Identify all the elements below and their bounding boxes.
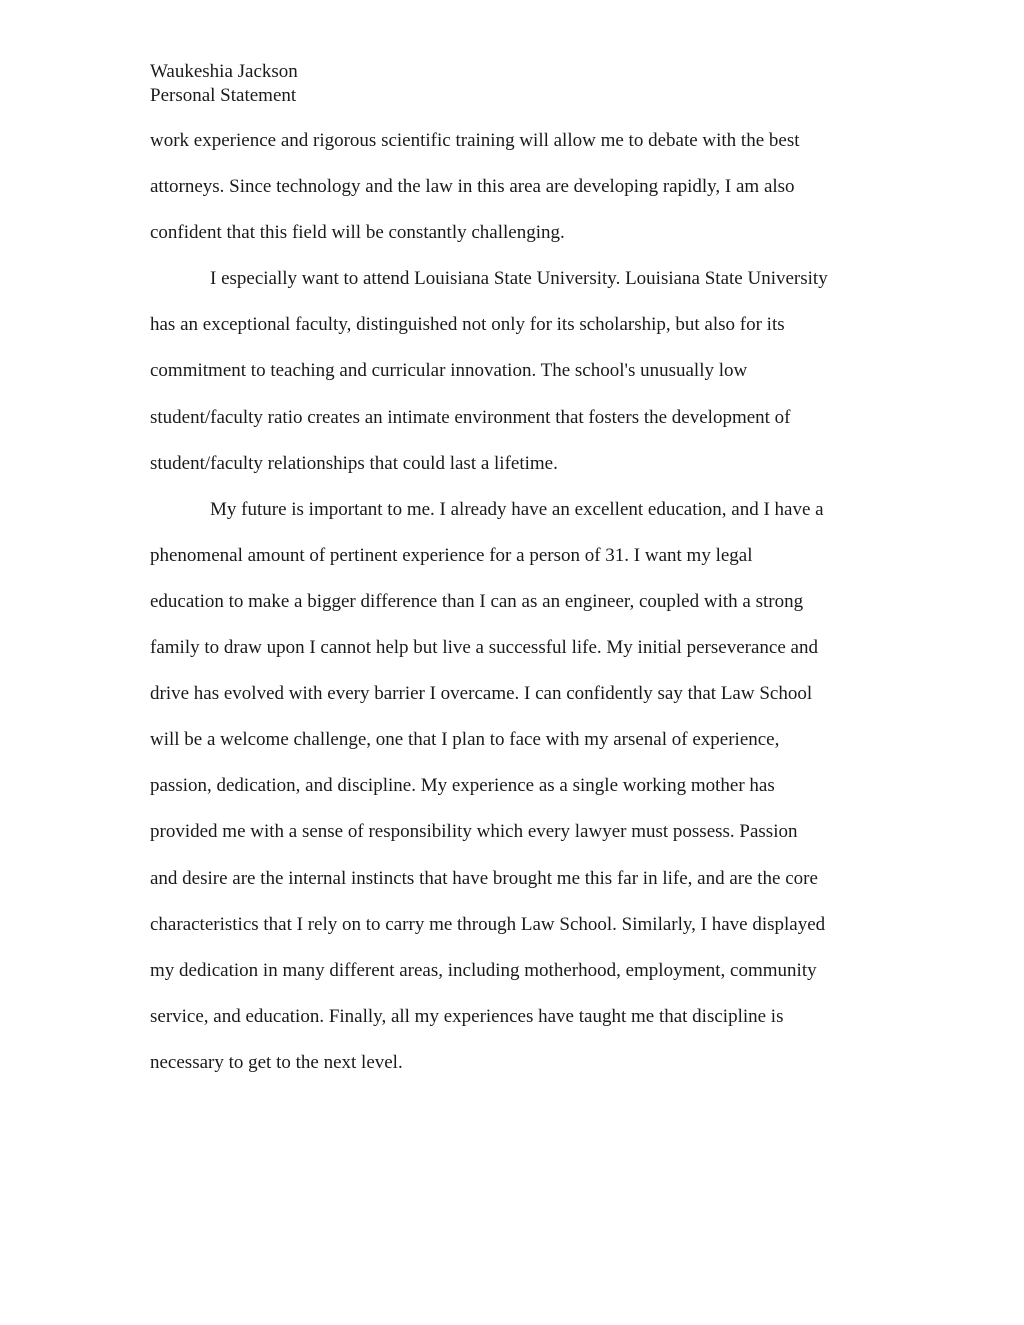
- text-line: my dedication in many different areas, including motherhood, employment, community: [150, 959, 817, 981]
- text-line: student/faculty ratio creates an intimate environment that fosters the development of: [150, 406, 791, 428]
- paragraph-first-line: I especially want to attend Louisiana State University. Louisiana State University: [210, 268, 828, 290]
- paragraph-first-line: My future is important to me. I already have an excellent education, and I have a: [210, 498, 824, 520]
- text-line: family to draw upon I cannot help but live a successful life. My initial perseverance and: [150, 637, 818, 659]
- text-line: drive has evolved with every barrier I overcame. I can confidently say that Law School: [150, 683, 813, 705]
- document-title: Personal Statement: [150, 85, 297, 106]
- page-header: [150, 60, 298, 108]
- document-body: [150, 118, 880, 1086]
- text-line: characteristics that I rely on to carry me through Law School. Similarly, I have displayed: [150, 913, 826, 935]
- text-line: and desire are the internal instincts that have brought me this far in life, and are the core: [150, 867, 818, 889]
- text-line: student/faculty relationships that could last a lifetime.: [150, 452, 558, 474]
- text-line: work experience and rigorous scientific training will allow me to debate with the best: [150, 130, 800, 151]
- text-line: service, and education. Finally, all my experiences have taught me that discipline is: [150, 1005, 784, 1027]
- author-name: Waukeshia Jackson: [150, 61, 298, 82]
- text-line: confident that this field will be constantly challenging.: [150, 222, 565, 244]
- text-line: has an exceptional faculty, distinguished not only for its scholarship, but also for its: [150, 314, 785, 336]
- text-line: commitment to teaching and curricular innovation. The school's unusually low: [150, 360, 748, 382]
- text-line: will be a welcome challenge, one that I plan to face with my arsenal of experience,: [150, 729, 780, 751]
- text-line: passion, dedication, and discipline. My experience as a single working mother has: [150, 775, 775, 797]
- text-line: phenomenal amount of pertinent experience for a person of 31. I want my legal: [150, 544, 753, 566]
- text-line: education to make a bigger difference than I can as an engineer, coupled with a strong: [150, 590, 804, 612]
- text-line: necessary to get to the next level.: [150, 1051, 403, 1073]
- text-line: provided me with a sense of responsibility which every lawyer must possess. Passion: [150, 821, 798, 843]
- text-line: attorneys. Since technology and the law in this area are developing rapidly, I am also: [150, 176, 795, 198]
